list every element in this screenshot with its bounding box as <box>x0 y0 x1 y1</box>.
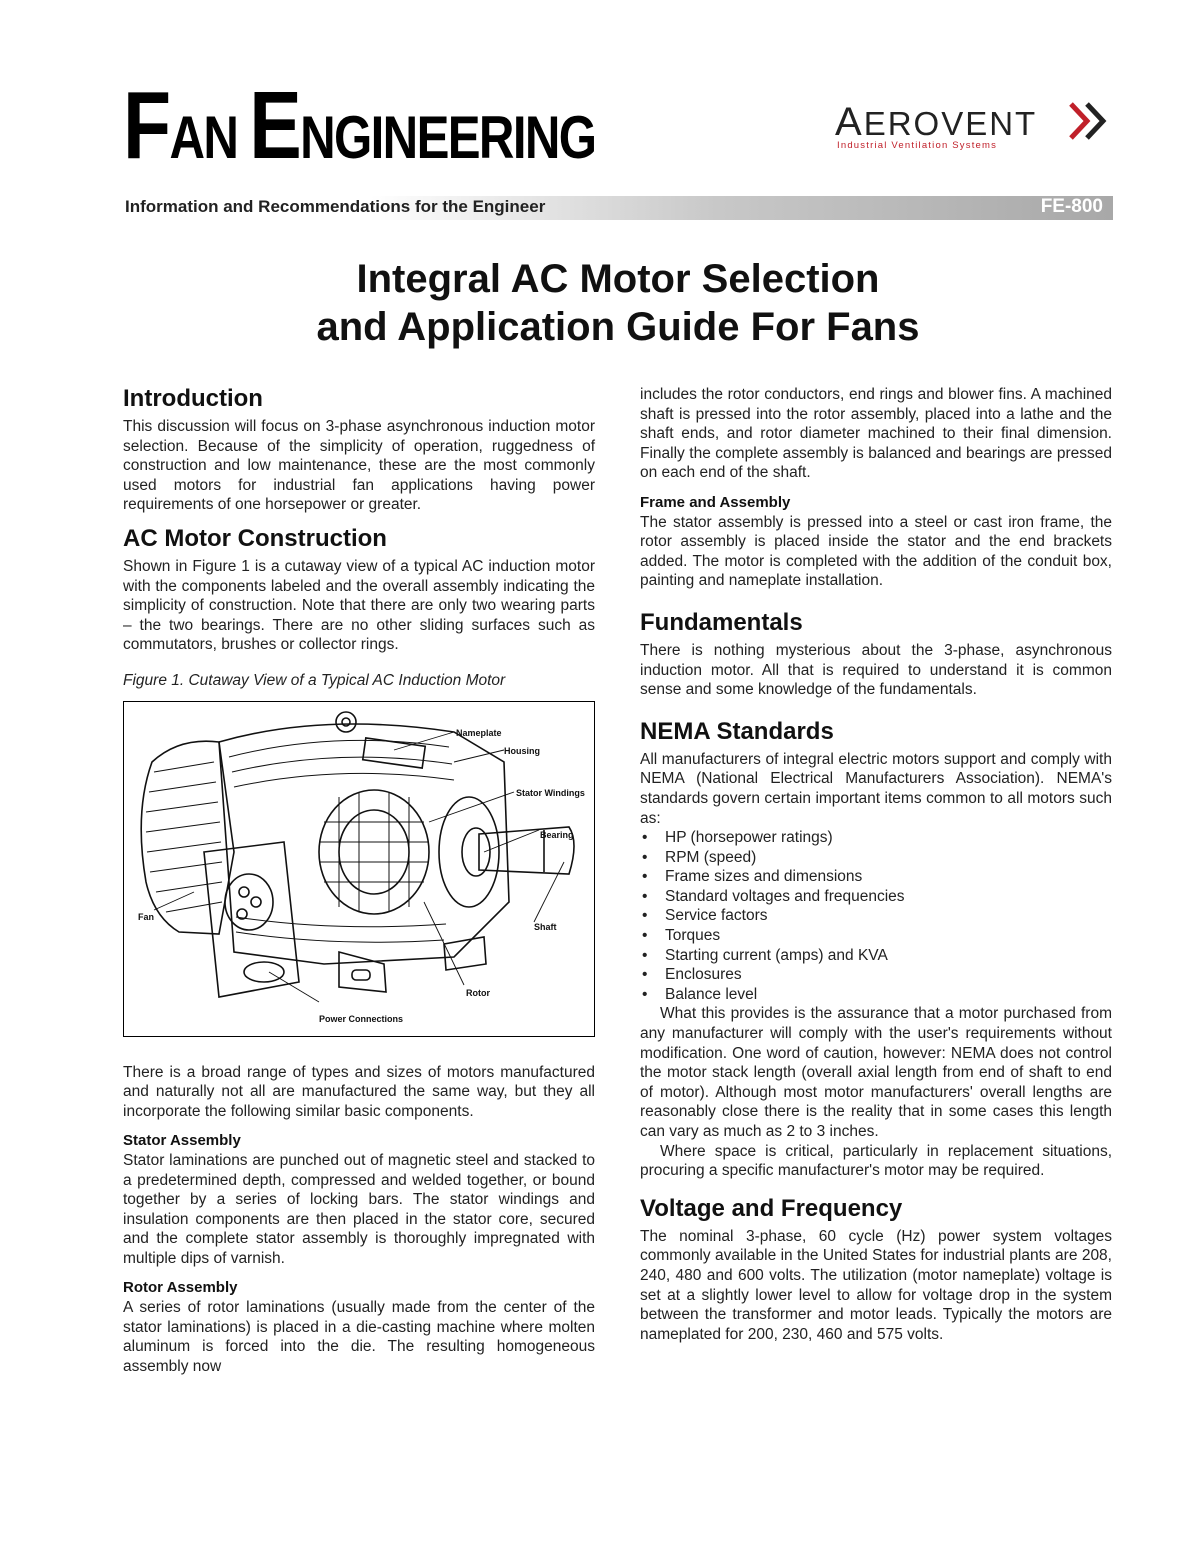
rotor-assembly-text-left: A series of rotor laminations (usually made from the center of the stator laminations) is placed in a die-casting machine where molten aluminum is forced into the die. The resulting homogeneous assembly now <box>123 1299 595 1375</box>
list-item: • RPM (speed) <box>640 848 1112 868</box>
section-heading-construction: AC Motor Construction <box>123 524 387 552</box>
chevron-arrows-icon <box>1067 100 1113 142</box>
list-item: • Service factors <box>640 906 1112 926</box>
list-item: • Frame sizes and dimensions <box>640 867 1112 887</box>
subheading-rotor-assembly: Rotor Assembly <box>123 1279 238 1297</box>
right-column <box>640 385 1112 1354</box>
motor-cutaway-figure <box>123 701 595 1037</box>
nema-space-text: Where space is critical, particularly in replacement situations, procuring a specific manufacturer's motor may be required. <box>640 1142 1112 1180</box>
section-heading-voltage-frequency: Voltage and Frequency <box>640 1194 903 1222</box>
list-item: • Standard voltages and frequencies <box>640 887 1112 907</box>
construction-text: Shown in Figure 1 is a cutaway view of a typical AC induction motor with the components labeled and the overall assembly indicating the simplicity of construction. Note that there are only two wearing parts – the two bearings. There are no other sliding surfaces such as commutators, brushes or collector rings. <box>123 557 595 654</box>
figure-label-fan: Fan <box>138 911 155 922</box>
figure-label-shaft: Shaft <box>534 921 557 932</box>
nema-items-list <box>640 828 1112 1004</box>
introduction-text: This discussion will focus on 3-phase asynchronous induction motor selection. Because of the simplicity of operation, ruggedness of construction and low maintenance, these are the most commonly used motors for industrial fan applications having power requirements of one horsepower or greater. <box>123 418 595 514</box>
figure-label-bearing: Bearing <box>540 829 574 840</box>
subheading-frame-assembly: Frame and Assembly <box>640 493 791 511</box>
subtitle-text: Information and Recommendations for the Engineer <box>125 197 546 216</box>
nema-assurance-text: What this provides is the assurance that a motor purchased from any manufacturer will comply with the user's requirements without modification. One word of caution, however: NEMA does not control the motor stack length (overall axial length from end of shaft to end of motor). Although most motor manufacturers' overall lengths are reasonably close there is the reality that in some cases this length can vary as much as 2 to 3 inches. <box>640 1005 1112 1140</box>
figure-label-rotor: Rotor <box>466 987 490 998</box>
subtitle-banner <box>123 196 1113 220</box>
list-item: • Balance level <box>640 985 1112 1005</box>
nema-intro-text: All manufacturers of integral electric motors support and comply with NEMA (National Electrical Manufacturers Association). NEMA's standards govern certain important items common to all motors such as: <box>640 750 1112 827</box>
document-code: FE-800 <box>1040 196 1103 217</box>
figure-label-housing: Housing <box>504 745 540 756</box>
section-heading-introduction: Introduction <box>123 385 263 412</box>
frame-assembly-text: The stator assembly is pressed into a steel or cast iron frame, the rotor assembly is placed inside the stator and the end brackets added. The motor is completed with the addition of the conduit box, painting and nameplate installation. <box>640 513 1112 590</box>
aerovent-logo <box>835 100 1115 160</box>
figure-label-stator-windings: Stator Windings <box>516 787 585 798</box>
left-column <box>123 385 595 1376</box>
stator-assembly-text: Stator laminations are punched out of magnetic steel and stacked to a predetermined depth, compressed and welded together, or bound together by a series of locking bars. The stator windings and insulation components are then placed in the stator core, secured and the complete stator assembly is thoroughly impregnated with multiple dips of varnish. <box>123 1151 595 1267</box>
logo-wordmark: AEROVENT <box>835 100 1038 144</box>
logo-tagline: Industrial Ventilation Systems <box>837 140 998 151</box>
list-item: • Enclosures <box>640 965 1112 985</box>
figure-label-power-connections: Power Connections <box>319 1013 404 1024</box>
list-item: • Starting current (amps) and KVA <box>640 946 1112 966</box>
document-title-line1: Integral AC Motor Selection <box>356 257 880 301</box>
section-heading-fundamentals: Fundamentals <box>640 608 803 636</box>
components-intro-text: There is a broad range of types and sizes of motors manufactured and naturally not all are manufactured the same way, but they all incorporate the following similar basic components. <box>123 1063 595 1120</box>
figure-caption: Figure 1. Cutaway View of a Typical AC Induction Motor <box>123 671 506 689</box>
subheading-stator-assembly: Stator Assembly <box>123 1132 241 1150</box>
masthead <box>123 72 699 179</box>
list-item: • Torques <box>640 926 1112 946</box>
voltage-frequency-text: The nominal 3-phase, 60 cycle (Hz) power system voltages commonly available in the United States for industrial plants are 208, 240, 480 and 600 volts. The utilization (motor nameplate) voltage is set at a slightly lower level to allow for voltage drop in the system between the transformer and motor leads. Typically the motors are nameplated for 200, 230, 460 and 575 volts. <box>640 1227 1112 1343</box>
fundamentals-text: There is nothing mysterious about the 3-phase, asynchronous induction motor. All that is required to understand it is common sense and some knowledge of the fundamentals. <box>640 641 1112 699</box>
figure-label-nameplate: Nameplate <box>456 727 502 738</box>
document-title <box>123 255 1113 351</box>
rotor-assembly-text-right: includes the rotor conductors, end rings and blower fins. A machined shaft is pressed into the rotor assembly, placed into a lathe and the shaft ends, and rotor diameter machined to their final dimension. Finally the complete assembly is balanced and bearings are pressed on each end of the shaft. <box>640 386 1112 482</box>
section-heading-nema: NEMA Standards <box>640 717 834 745</box>
publication-title: FAN ENGINEERING <box>123 72 596 179</box>
list-item: • HP (horsepower ratings) <box>640 828 1112 848</box>
document-title-line2: and Application Guide For Fans <box>316 305 920 349</box>
